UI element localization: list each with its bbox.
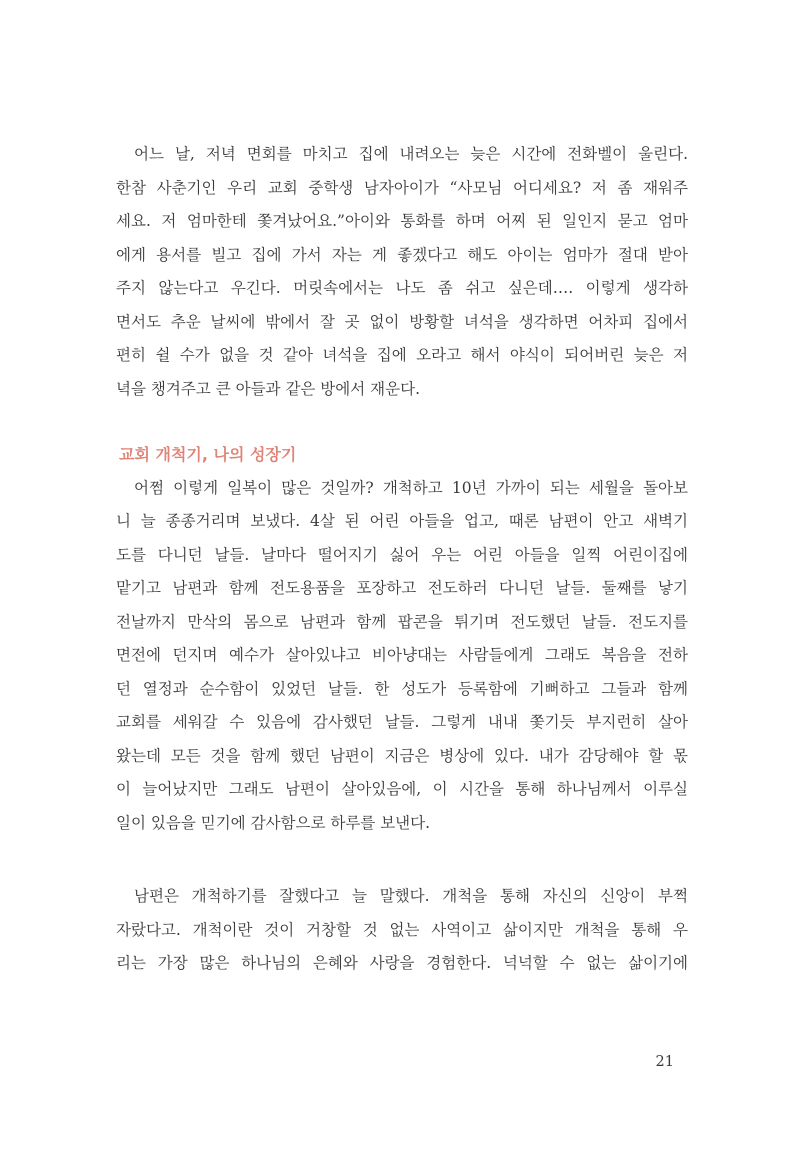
text-line: 일이 있음을 믿기에 감사함으로 하루를 보낸다.	[116, 813, 431, 832]
text-line: 전날까지 만삭의 몸으로 남편과 함께 팝콘을 튀기며 전도했던 날들. 전도지를	[116, 612, 688, 631]
text-line: 어쩜 이렇게 일복이 많은 것일까? 개척하고 10년 가까이 되는 세월을 돌아보	[134, 478, 688, 497]
text-line: 교회를 세워갈 수 있음에 감사했던 날들. 그렇게 내내 쫓기듯 부지런히 살아	[116, 713, 688, 731]
paragraph-3	[116, 880, 688, 981]
text-line: 이 늘어났지만 그래도 남편이 살아있음에, 이 시간을 통해 하나님께서 이루실	[116, 780, 688, 798]
text-line: 니 늘 종종거리며 보냈다. 4살 된 어린 아들을 업고, 때론 남편이 안고 새벽기	[116, 512, 688, 530]
paragraph-2	[116, 438, 688, 840]
section-heading: 교회 개척기, 나의 성장기	[119, 445, 297, 464]
paragraph-1	[116, 138, 688, 406]
text-line: 면서도 추운 날씨에 밖에서 잘 곳 없이 방황할 녀석을 생각하면 어차피 집에서	[116, 312, 688, 331]
text-line: 한참 사춘기인 우리 교회 중학생 남자아이가 “사모님 어디세요? 저 좀 재워주	[116, 178, 688, 197]
text-line: 녁을 챙겨주고 큰 아들과 같은 방에서 재운다.	[116, 379, 421, 398]
text-line: 도를 다니던 날들. 날마다 떨어지기 싫어 우는 어린 아들을 일찍 어린이집에	[116, 545, 688, 564]
text-line: 면전에 던지며 예수가 살아있냐고 비아냥대는 사람들에게 그래도 복음을 전하	[116, 646, 688, 664]
text-line: 자랐다고. 개척이란 것이 거창할 것 없는 사역이고 삶이지만 개척을 통해 우	[116, 920, 688, 939]
page-number: 21	[655, 1054, 674, 1070]
text-line: 세요. 저 엄마한테 쫓겨났어요.”아이와 통화를 하며 어찌 된 일인지 묻고 엄마	[116, 212, 688, 230]
text-line: 던 열정과 순수함이 있었던 날들. 한 성도가 등록함에 기뻐하고 그들과 함께	[116, 679, 688, 698]
text-line: 맡기고 남편과 함께 전도용품을 포장하고 전도하러 다니던 날들. 둘째를 낳기	[116, 579, 688, 597]
text-line: 주지 않는다고 우긴다. 머릿속에서는 나도 좀 쉬고 싶은데…. 이렇게 생각하	[116, 279, 688, 297]
text-line: 남편은 개척하기를 잘했다고 늘 말했다. 개척을 통해 자신의 신앙이 부쩍	[134, 887, 688, 905]
text-line: 왔는데 모든 것을 함께 했던 남편이 지금은 병상에 있다. 내가 감당해야 할 몫	[116, 746, 688, 765]
text-line: 에게 용서를 빌고 집에 가서 자는 게 좋겠다고 해도 아이는 엄마가 절대 받아	[116, 245, 688, 264]
text-line: 편히 쉴 수가 없을 것 같아 녀석을 집에 오라고 해서 야식이 되어버린 늦은 저	[116, 346, 688, 364]
text-line: 어느 날, 저녁 면회를 마치고 집에 내려오는 늦은 시간에 전화벨이 울린다.	[134, 145, 688, 163]
text-line: 리는 가장 많은 하나님의 은혜와 사랑을 경험한다. 넉넉할 수 없는 삶이기에	[116, 954, 688, 972]
